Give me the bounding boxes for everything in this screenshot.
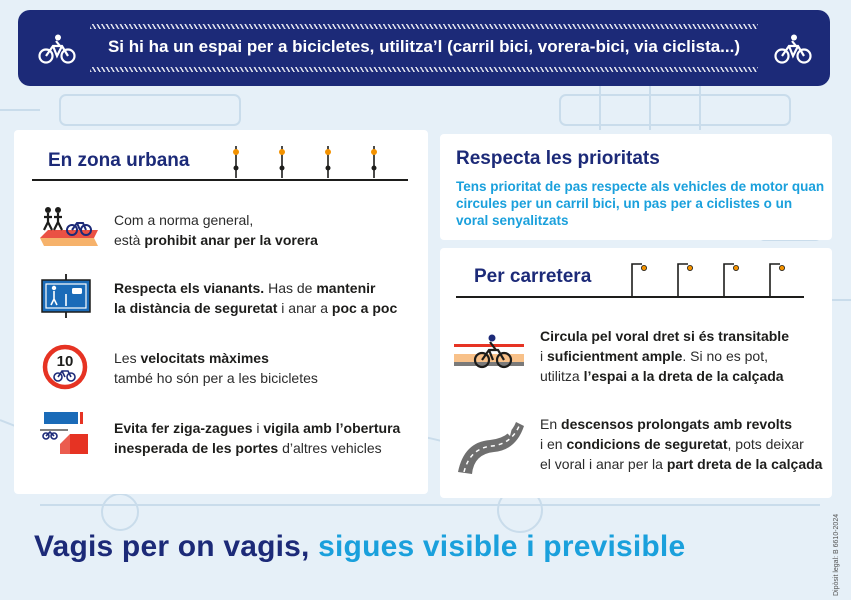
urban-item-2-text: Respecta els vianants. Has de mantenir la distància de seguretat i anar a poc a poc xyxy=(114,280,398,316)
road-item-1-text: Circula pel voral dret si és transitable i suficientment ample. Si no es pot, utilitza l’espai a la dreta de la calçada xyxy=(540,328,789,384)
speed-limit-sign-icon xyxy=(42,344,88,390)
banner-hatch-top xyxy=(90,24,758,29)
priorities-panel xyxy=(440,134,832,240)
slogan-part-1: Vagis per on vagis, xyxy=(34,530,310,563)
winding-road-icon xyxy=(454,418,524,474)
pedestrians-on-sidewalk-icon xyxy=(38,206,100,248)
urban-title: En zona urbana xyxy=(48,150,190,171)
priorities-text: Tens prioritat de pas respecte als vehicles de motor quan circules per un carril bici, un pas per a ciclistes o un voral senyalitzats xyxy=(456,179,825,228)
urban-item-4-text: Evita fer ziga-zagues i vigila amb l’obertura inesperada de les portes d’altres vehicles xyxy=(114,420,401,456)
priorities-title: Respecta les prioritats xyxy=(456,148,660,169)
road-panel xyxy=(440,248,832,498)
cyclist-icon xyxy=(774,34,812,64)
road-item-2-text: En descensos prolongats amb revolts i en condicions de seguretat, pots deixar el voral i anar per la part dreta de la calçada xyxy=(540,416,823,472)
car-door-icon xyxy=(40,410,92,458)
pedestrian-zone-sign-icon xyxy=(40,274,92,318)
banner-text: Si hi ha un espai per a bicicletes, utilitza’l (carril bici, vorera-bici, via ciclista...) xyxy=(107,37,741,56)
slogan xyxy=(34,530,685,564)
slogan-part-2: sigues visible i previsible xyxy=(318,530,686,563)
top-banner xyxy=(18,10,830,86)
road-title-underline xyxy=(456,296,804,298)
cyclist-icon xyxy=(38,34,76,64)
urban-title-underline xyxy=(32,179,408,181)
road-title: Per carretera xyxy=(474,266,592,287)
banner-hatch-bottom xyxy=(90,67,758,72)
cyclist-on-shoulder-icon xyxy=(454,332,524,372)
speed-limit-value: 10 xyxy=(56,353,74,370)
street-lamps-icon xyxy=(224,142,384,182)
legal-deposit: Dipòsit legal: B 6610-2024 xyxy=(833,513,840,596)
road-posts-icon xyxy=(628,260,788,300)
urban-panel xyxy=(14,130,428,494)
urban-item-3-text: Les velocitats màximes també ho són per a les bicicletes xyxy=(114,350,318,386)
urban-item-1-text: Com a norma general, està prohibit anar per la vorera xyxy=(114,212,318,248)
